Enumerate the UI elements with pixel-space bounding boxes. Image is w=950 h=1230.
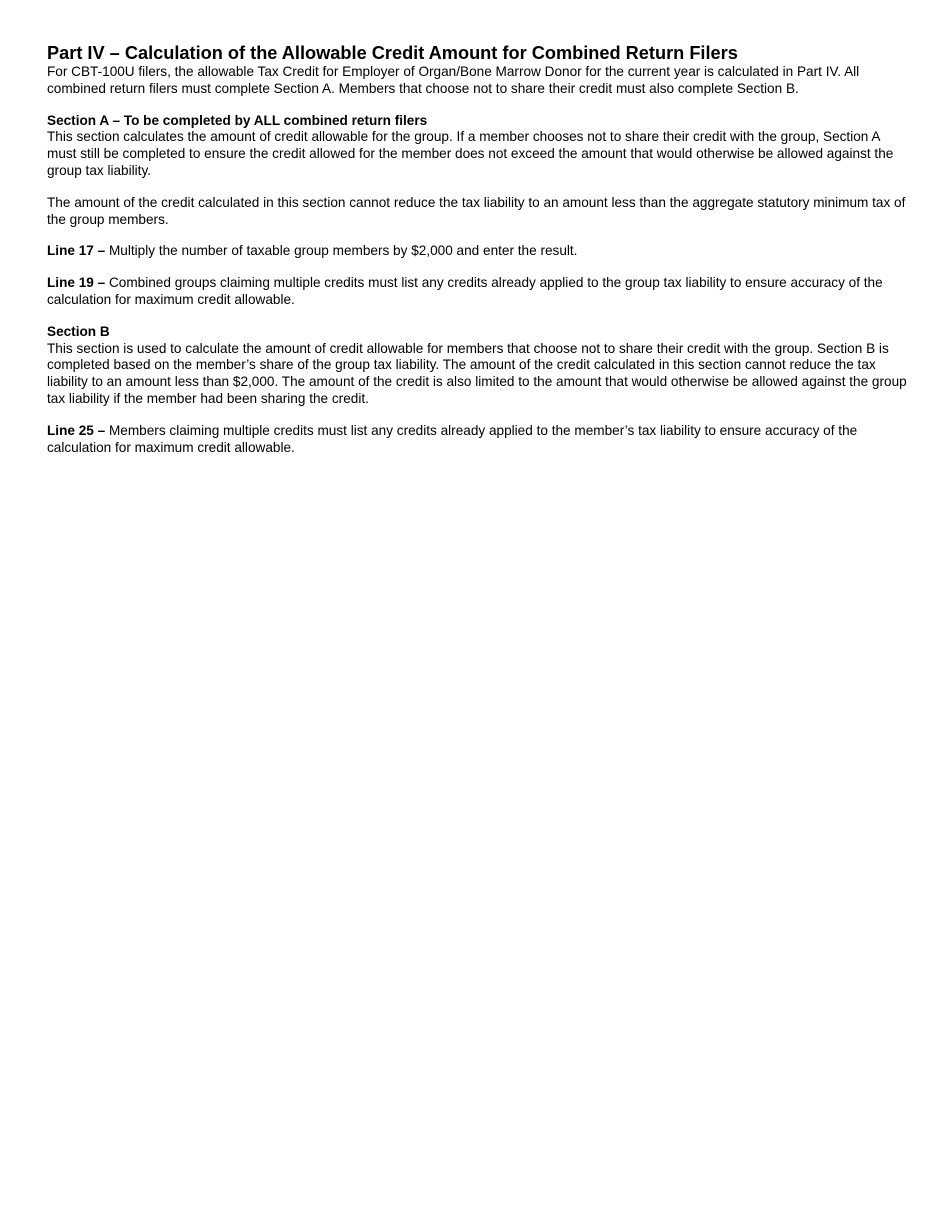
document-page	[47, 42, 909, 456]
spacer	[47, 228, 909, 243]
line-17-label: Line 17 –	[47, 243, 106, 259]
section-b-heading: Section B	[47, 323, 110, 339]
line-19-label: Line 19 –	[47, 275, 106, 291]
section-a-heading: Section A – To be completed by ALL combined return filers	[47, 112, 428, 128]
section-a-limit-note: The amount of the credit calculated in this section cannot reduce the tax liability to an amount less than the aggregate statutory minimum tax of the group members.	[47, 194, 906, 227]
spacer	[47, 98, 909, 113]
section-a-body: This section calculates the amount of credit allowable for the group. If a member chooses not to share their credit with the group, Section A must still be completed to ensure the credit allowed for the member does not exceed the amount that would otherwise be allowed against the group tax liability.	[47, 129, 894, 178]
line-25-instruction	[47, 423, 909, 457]
line-19-text: Combined groups claiming multiple credits must list any credits already applied to the group tax liability to ensure accuracy of the calculation for maximum credit allowable.	[47, 275, 883, 307]
spacer	[47, 180, 909, 195]
page-title: Part IV – Calculation of the Allowable Credit Amount for Combined Return Filers	[47, 43, 738, 63]
line-25-label: Line 25 –	[47, 422, 106, 438]
line-25-text: Members claiming multiple credits must list any credits already applied to the member’s tax liability to ensure accuracy of the calculation for maximum credit allowable.	[47, 422, 858, 455]
line-17-text: Multiply the number of taxable group members by $2,000 and enter the result.	[105, 243, 578, 259]
spacer	[47, 309, 909, 324]
spacer	[47, 408, 909, 423]
spacer	[47, 260, 909, 275]
section-b-body: This section is used to calculate the amount of credit allowable for members that choose not to share their credit with the group. Section B is completed based on the member’s share of the group tax liability. The amount of the credit calculated in this section cannot reduce the tax liability to an amount less than $2,000. The amount of the credit is also limited to the amount that would otherwise be allowed against the group tax liability if the member had been sharing the credit.	[47, 340, 907, 406]
intro-paragraph: For CBT-100U filers, the allowable Tax Credit for Employer of Organ/Bone Marrow Donor for the current year is calculated in Part IV. All combined return filers must complete Section A. Members that choose not to share their credit must also complete Section B.	[47, 64, 860, 96]
line-17-instruction	[47, 243, 909, 260]
line-19-instruction	[47, 275, 909, 309]
